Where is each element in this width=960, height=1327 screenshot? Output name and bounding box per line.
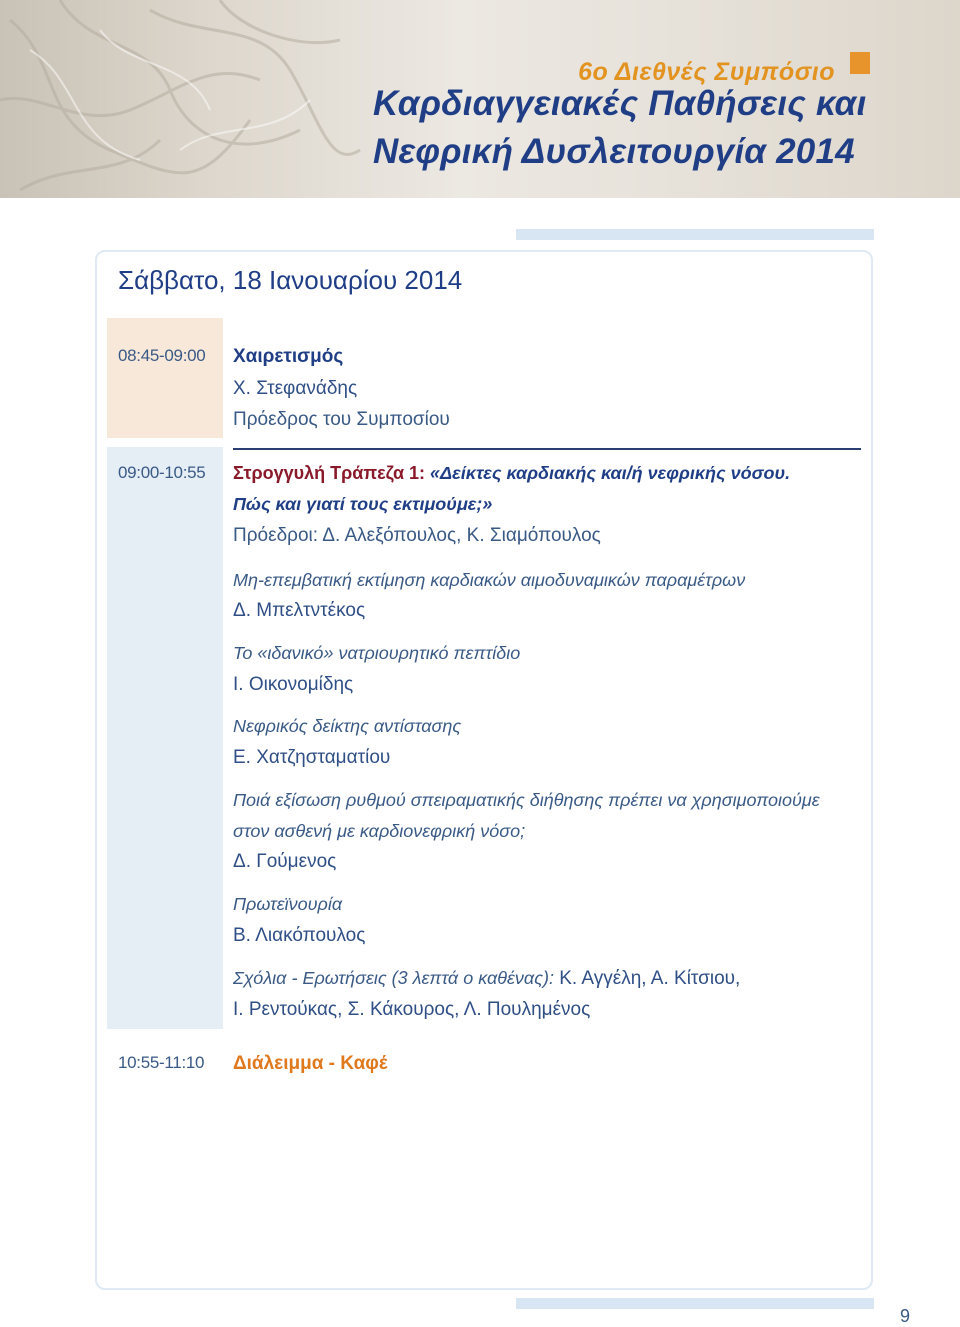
header-banner	[0, 0, 960, 198]
time-cell-background-2	[107, 447, 223, 1029]
orange-square-decoration	[850, 52, 870, 74]
decorative-bar-bottom	[516, 1298, 874, 1309]
talk-4-speaker: Δ. Γούμενος	[233, 851, 337, 872]
talk-1-title: Μη-επεμβατική εκτίμηση καρδιακών αιμοδυναμικών παραμέτρων	[233, 570, 746, 590]
talk-3-title: Νεφρικός δείκτης αντίστασης	[233, 716, 462, 736]
round-table-heading	[233, 463, 790, 484]
round-table-title-2: Πώς και γιατί τους εκτιμούμε;»	[233, 494, 493, 514]
comments-names-2: Ι. Ρεντούκας, Σ. Κάκουρος, Λ. Πουλημένος	[233, 999, 591, 1020]
talk-4-title: Ποιά εξίσωση ρυθμού σπειραματικής διήθησης πρέπει να χρησιμοποιούμε	[233, 790, 820, 810]
talk-4-title-continued: στον ασθενή με καρδιονεφρική νόσο;	[233, 821, 526, 841]
talk-5-speaker: Β. Λιακόπουλος	[233, 925, 366, 946]
session-3-time: 10:55-11:10	[118, 1053, 205, 1072]
comments-line	[233, 968, 740, 990]
round-table-chairs: Πρόεδροι: Δ. Αλεξόπουλος, Κ. Σιαμόπουλος	[233, 525, 601, 546]
round-table-label: Στρογγυλή Τράπεζα 1:	[233, 463, 426, 483]
talk-3-speaker: Ε. Χατζησταματίου	[233, 747, 391, 768]
decorative-bar-top	[516, 229, 874, 240]
session-1-speaker: Χ. Στεφανάδης	[233, 378, 358, 399]
time-cell-background-1	[107, 318, 223, 438]
session-2-time: 09:00-10:55	[118, 463, 206, 482]
event-title-line-1: Καρδιαγγειακές Παθήσεις και	[373, 84, 867, 123]
session-1-time: 08:45-09:00	[118, 346, 206, 365]
comments-names-1: Κ. Αγγέλη, Α. Κίτσιου,	[553, 968, 741, 989]
talk-5-title: Πρωτεϊνουρία	[233, 894, 343, 914]
day-title: Σάββατο, 18 Ιανουαρίου 2014	[118, 265, 463, 295]
session-divider	[233, 448, 861, 450]
page-number: 9	[900, 1306, 911, 1326]
session-1-title: Χαιρετισμός	[233, 346, 344, 367]
comments-label: Σχόλια - Ερωτήσεις (3 λεπτά ο καθένας):	[233, 968, 554, 988]
talk-1-speaker: Δ. Μπελτντέκος	[233, 600, 366, 621]
event-title-line-2: Νεφρική Δυσλειτουργία 2014	[373, 132, 855, 171]
symposium-label: 6ο Διεθνές Συμπόσιο	[578, 58, 835, 86]
round-table-title-1: «Δείκτες καρδιακής και/ή νεφρικής νόσου.	[425, 463, 791, 483]
session-3-title: Διάλειμμα - Καφέ	[233, 1053, 388, 1074]
talk-2-title: Το «ιδανικό» νατριουρητικό πεπτίδιο	[233, 643, 521, 663]
talk-2-speaker: Ι. Οικονομίδης	[233, 674, 354, 695]
session-1-role: Πρόεδρος του Συμποσίου	[233, 409, 450, 430]
